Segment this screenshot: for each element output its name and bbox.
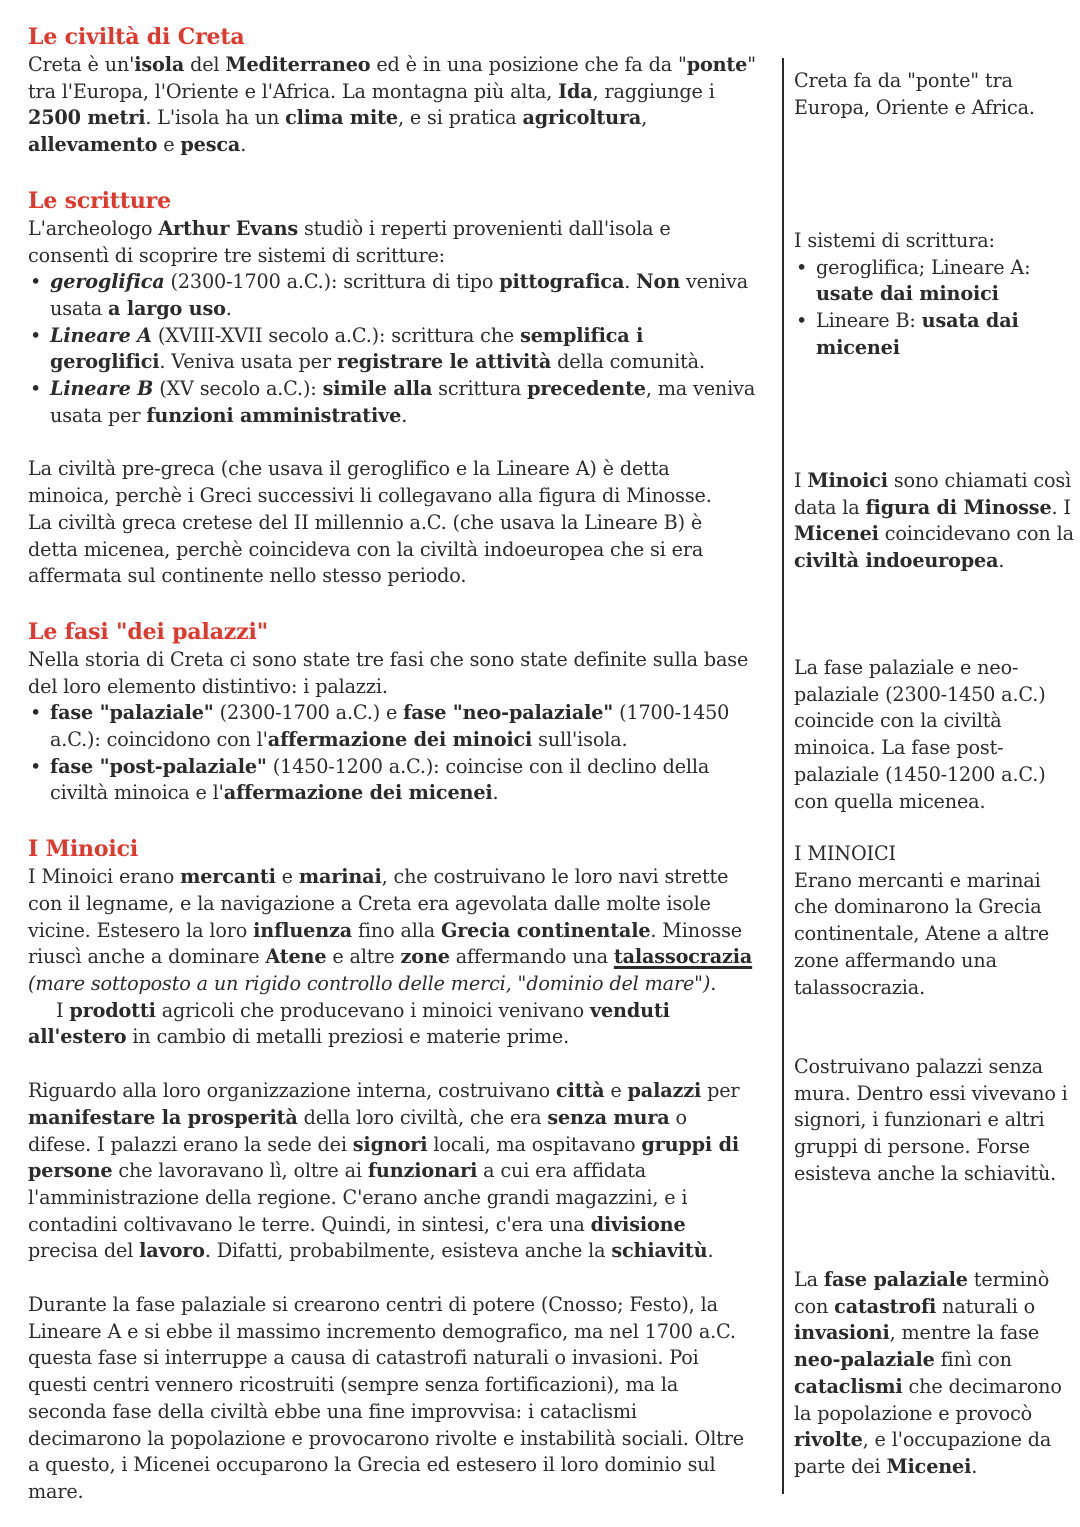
list-item-fase-post-palaziale: • fase "post-palaziale" (1450-1200 a.C.): coincise con il declino della civiltà minoica e l'affermazione dei micenei. [28,754,756,807]
heading-civilta-creta: Le civiltà di Creta [28,24,245,50]
scritture-list [28,269,756,429]
paragraph-civilta-micenea: La civiltà greca cretese del II millennio a.C. (che usava la Lineare B) è detta micenea, perchè coincideva con la civiltà indoeuropea che si era affermata sul continente nello stesso periodo. [28,510,704,588]
sidenote-fine-fasi: La fase palaziale terminò con catastrofi naturali o invasioni, mentre la fase neo-palaziale finì con cataclismi che decimarono la popolazione e provocò rivolte, e l'occupazione da parte dei Micenei. [794,1268,1062,1478]
paragraph-minoici-mercanti: I Minoici erano mercanti e marinai, che costruivano le loro navi strette con il legname, e la navigazione a Creta era agevolata dalle molte isole vicine. Estesero la loro influenza fino alla Grecia continentale. Minosse riuscì anche a dominare Atene e altre zone affermando una talassocrazia (mare sottoposto a un rigido controllo delle merci, "dominio del mare"). [28,865,753,995]
paragraph-scritture-intro: L'archeologo Arthur Evans studiò i reperti provenienti dall'isola e consentì di scoprire tre sistemi di scritture: [28,216,671,267]
sidenote-sistemi-scrittura: I sistemi di scrittura: • geroglifica; Lineare A: usate dai minoici • Lineare B: usata dai micenei [794,228,1074,362]
list-item-lineare-b: • Lineare B (XV secolo a.C.): simile alla scrittura precedente, ma veniva usata per funzioni amministrative. [28,376,756,429]
sidenote-i-minoici: I MINOICI Erano mercanti e marinai che dominarono la Grecia continentale, Atene a altre zone affermando una talassocrazia. [794,842,1050,999]
fasi-list [28,700,756,807]
paragraph-civilta-minoica: La civiltà pre-greca (che usava il geroglifico e la Lineare A) è detta minoica, perchè i Greci successivi li collegavano alla figura di Minosse. [28,457,712,508]
sidenote-list-item-micenei: • Lineare B: usata dai micenei [794,308,1074,361]
paragraph-creta-intro: Creta è un'isola del Mediterraneo ed è in una posizione che fa da "ponte" tra l'Europa, l'Oriente e l'Africa. La montagna più alta, Ida, raggiunge i 2500 metri. L'isola ha un clima mite, e si pratica agricoltura, allevamento e pesca. [28,53,756,157]
paragraph-minoici-prodotti: I prodotti agricoli che producevano i minoici venivano venduti all'estero in cambio di metalli preziosi e materie prime. [28,998,670,1049]
heading-minoici: I Minoici [28,836,139,863]
paragraph-palazzi-intro: Nella storia di Creta ci sono state tre fasi che sono state definite sulla base del loro elemento distintivo: i palazzi. [28,647,749,698]
list-item-fase-palaziale: • fase "palaziale" (2300-1700 a.C.) e fase "neo-palaziale" (1700-1450 a.C.): coincidono con l'affermazione dei minoici sull'isola. [28,700,756,753]
list-item-lineare-a: • Lineare A (XVIII-XVII secolo a.C.): scrittura che semplifica i geroglifici. Veniva usata per registrare le attività della comunità. [28,323,756,376]
heading-fasi-palazzi: Le fasi "dei palazzi" [28,618,269,645]
paragraph-organizzazione-interna: Riguardo alla loro organizzazione interna, costruivano città e palazzi per manifestare la prosperità della loro civiltà, che era senza mura o difese. I palazzi erano la sede dei signori locali, ma ospitavano gruppi di persone che lavoravano lì, oltre ai funzionari a cui era affidata l'amministrazione della regione. C'erano anche grandi magazzini, e i contadini coltivavano le terre. Quindi, in sintesi, c'era una divisione precisa del lavoro. Difatti, probabilmente, esisteva anche la schiavitù. [28,1079,740,1263]
heading-scritture: Le scritture [28,187,171,214]
sidenote-list-item-minoici: • geroglifica; Lineare A: usate dai minoici [794,255,1074,308]
sidenote-minoici-micenei: I Minoici sono chiamati così data la figura di Minosse. I Micenei coincidevano con la civiltà indoeuropea. [794,469,1074,573]
main-column [28,22,756,1506]
column-divider [782,58,784,1494]
paragraph-fase-palaziale-fine: Durante la fase palaziale si crearono centri di potere (Cnosso; Festo), la Lineare A e si ebbe il massimo incremento demografico, ma nel 1700 a.C. questa fase si interruppe a causa di catastrofi naturali o invasioni. Poi questi centri vennero ricostruiti (sempre senza fortificazioni), ma la seconda fase della civiltà ebbe una fine improvvisa: i cataclismi decimarono la popolazione e provocarono rivolte e instabilità sociali. Oltre a questo, i Micenei occuparono la Grecia ed estesero il loro dominio sul mare. [28,1293,744,1503]
sidenote-palazzi-senza-mura: Costruivano palazzi senza mura. Dentro essi vivevano i signori, i funzionari e altri gruppi di persone. Forse esisteva anche la schiavitù. [794,1055,1068,1185]
sidenote-fasi: La fase palaziale e neo-palaziale (2300-1450 a.C.) coincide con la civiltà minoica. La fase post-palaziale (1450-1200 a.C.) con quella micenea. [794,656,1046,813]
list-item-geroglifica: • geroglifica (2300-1700 a.C.): scrittura di tipo pittografica. Non veniva usata a largo uso. [28,269,756,322]
sidenote-ponte: Creta fa da "ponte" tra Europa, Oriente e Africa. [794,69,1035,119]
